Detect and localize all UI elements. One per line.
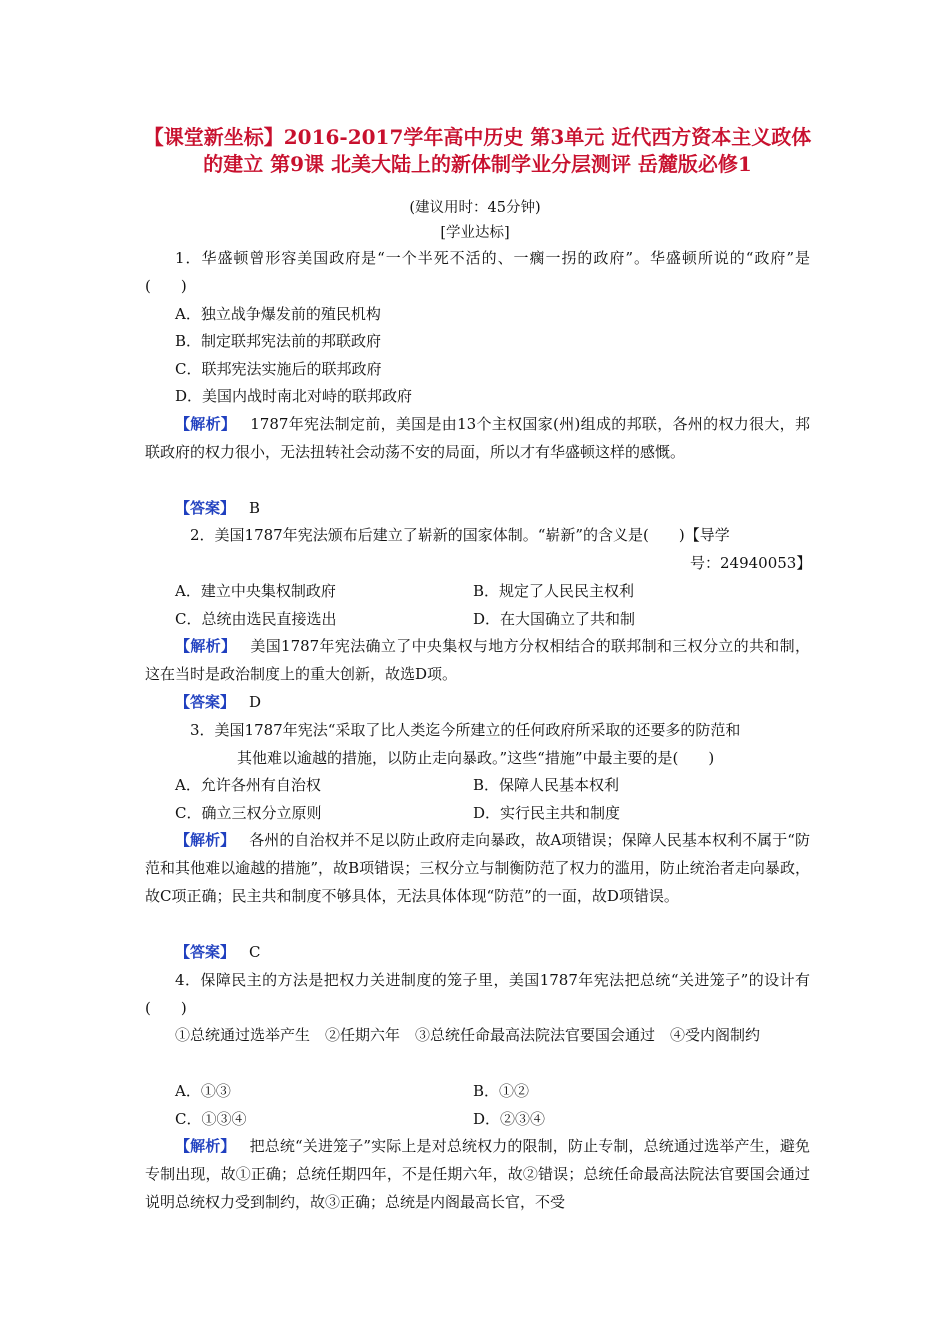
suggested-time: (建议用时：45分钟) [409,200,541,216]
q2-stem-line1: 2．美国1787年宪法颁布后建立了崭新的国家体制。“崭新”的含义是( )【导学 [190,526,730,544]
q4-analysis [145,1132,810,1216]
q2-analysis-text: 美国1787年宪法确立了中央集权与地方分权相结合的联邦制和三权分立的共和制，这在当时是政治制度上的重大创新，故选D项。 [145,637,810,683]
document-title: 【课堂新坐标】2016-2017学年高中历史 第3单元 近代西方资本主义政体的建立 第9课 北美大陆上的新体制学业分层测评 岳麓版必修1 [143,125,812,176]
section-heading: [学业达标] [440,225,510,241]
q1-option-d: D．美国内战时南北对峙的联邦政府 [175,387,413,405]
q1-analysis [145,410,810,466]
q4-option-b: B．①② [473,1082,530,1100]
q2-option-d: D．在大国确立了共和制 [473,610,636,628]
q4-analysis-text: 把总统“关进笼子”实际上是对总统权力的限制，防止专制，总统通过选举产生，避免专制出现，故①正确；总统任期四年，不是任期六年，故②错误；总统任命最高法院法官要国会通过说明总统权力受到制约，故③正确；总统是内阁最高长官，不受 [145,1137,810,1211]
analysis-label: 【解析】 [175,415,237,433]
q2-option-c: C．总统由选民直接选出 [175,610,337,628]
q3-analysis-text: 各州的自治权并不足以防止政府走向暴政，故A项错误；保障人民基本权利不属于“防范和其他难以逾越的措施”，故B项错误；三权分立与制衡防范了权力的滥用，防止统治者走向暴政，故C项正确；民主共和制度不够具体，无法具体体现“防范”的一面，故D项错误。 [145,831,810,905]
q2-stem-line2: 号：24940053】 [690,554,812,572]
q3-option-c: C．确立三权分立原则 [175,804,322,822]
q4-option-d: D．②③④ [473,1110,546,1128]
answer-label: 【答案】 [175,693,236,711]
q3-answer-value: C [249,943,261,961]
q1-option-a: A．独立战争爆发前的殖民机构 [175,305,381,323]
q4-stem: 4．保障民主的方法是把权力关进制度的笼子里，美国1787年宪法把总统“关进笼子”的设计有( ) [145,971,810,1017]
analysis-label: 【解析】 [175,637,237,655]
q2-answer [175,688,261,716]
q3-analysis [145,826,810,910]
answer-label: 【答案】 [175,943,236,961]
q4-option-c: C．①③④ [175,1110,247,1128]
answer-label: 【答案】 [175,499,236,517]
q3-option-a: A．允许各州有自治权 [175,776,321,794]
q1-answer [175,494,260,522]
q3-stem-line2: 其他难以逾越的措施，以防止走向暴政。”这些“措施”中最主要的是( ) [237,749,715,767]
q3-option-d: D．实行民主共和制度 [473,804,621,822]
q1-stem: 1．华盛顿曾形容美国政府是“一个半死不活的、一瘸一拐的政府”。华盛顿所说的“政府”是( ) [145,249,810,295]
q3-stem-line1: 3．美国1787年宪法“采取了比人类迄今所建立的任何政府所采取的还要多的防范和 [190,721,741,739]
q4-items: ①总统通过选举产生 ②任期六年 ③总统任命最高法院法官要国会通过 ④受内阁制约 [175,1026,761,1044]
q1-option-b: B．制定联邦宪法前的邦联政府 [175,332,382,350]
q4-option-a: A．①③ [175,1082,231,1100]
q2-option-b: B．规定了人民民主权利 [473,582,635,600]
q2-answer-value: D [249,693,262,711]
q1-analysis-text: 1787年宪法制定前，美国是由13个主权国家(州)组成的邦联，各州的权力很大，邦联政府的权力很小，无法扭转社会动荡不安的局面，所以才有华盛顿这样的感慨。 [145,415,810,461]
q1-option-c: C．联邦宪法实施后的联邦政府 [175,360,382,378]
q3-option-b: B．保障人民基本权利 [473,776,620,794]
q3-answer [175,938,261,966]
q1-answer-value: B [249,499,261,517]
q2-analysis [145,632,810,688]
analysis-label: 【解析】 [175,831,236,849]
analysis-label: 【解析】 [175,1137,236,1155]
q2-option-a: A．建立中央集权制政府 [175,582,336,600]
